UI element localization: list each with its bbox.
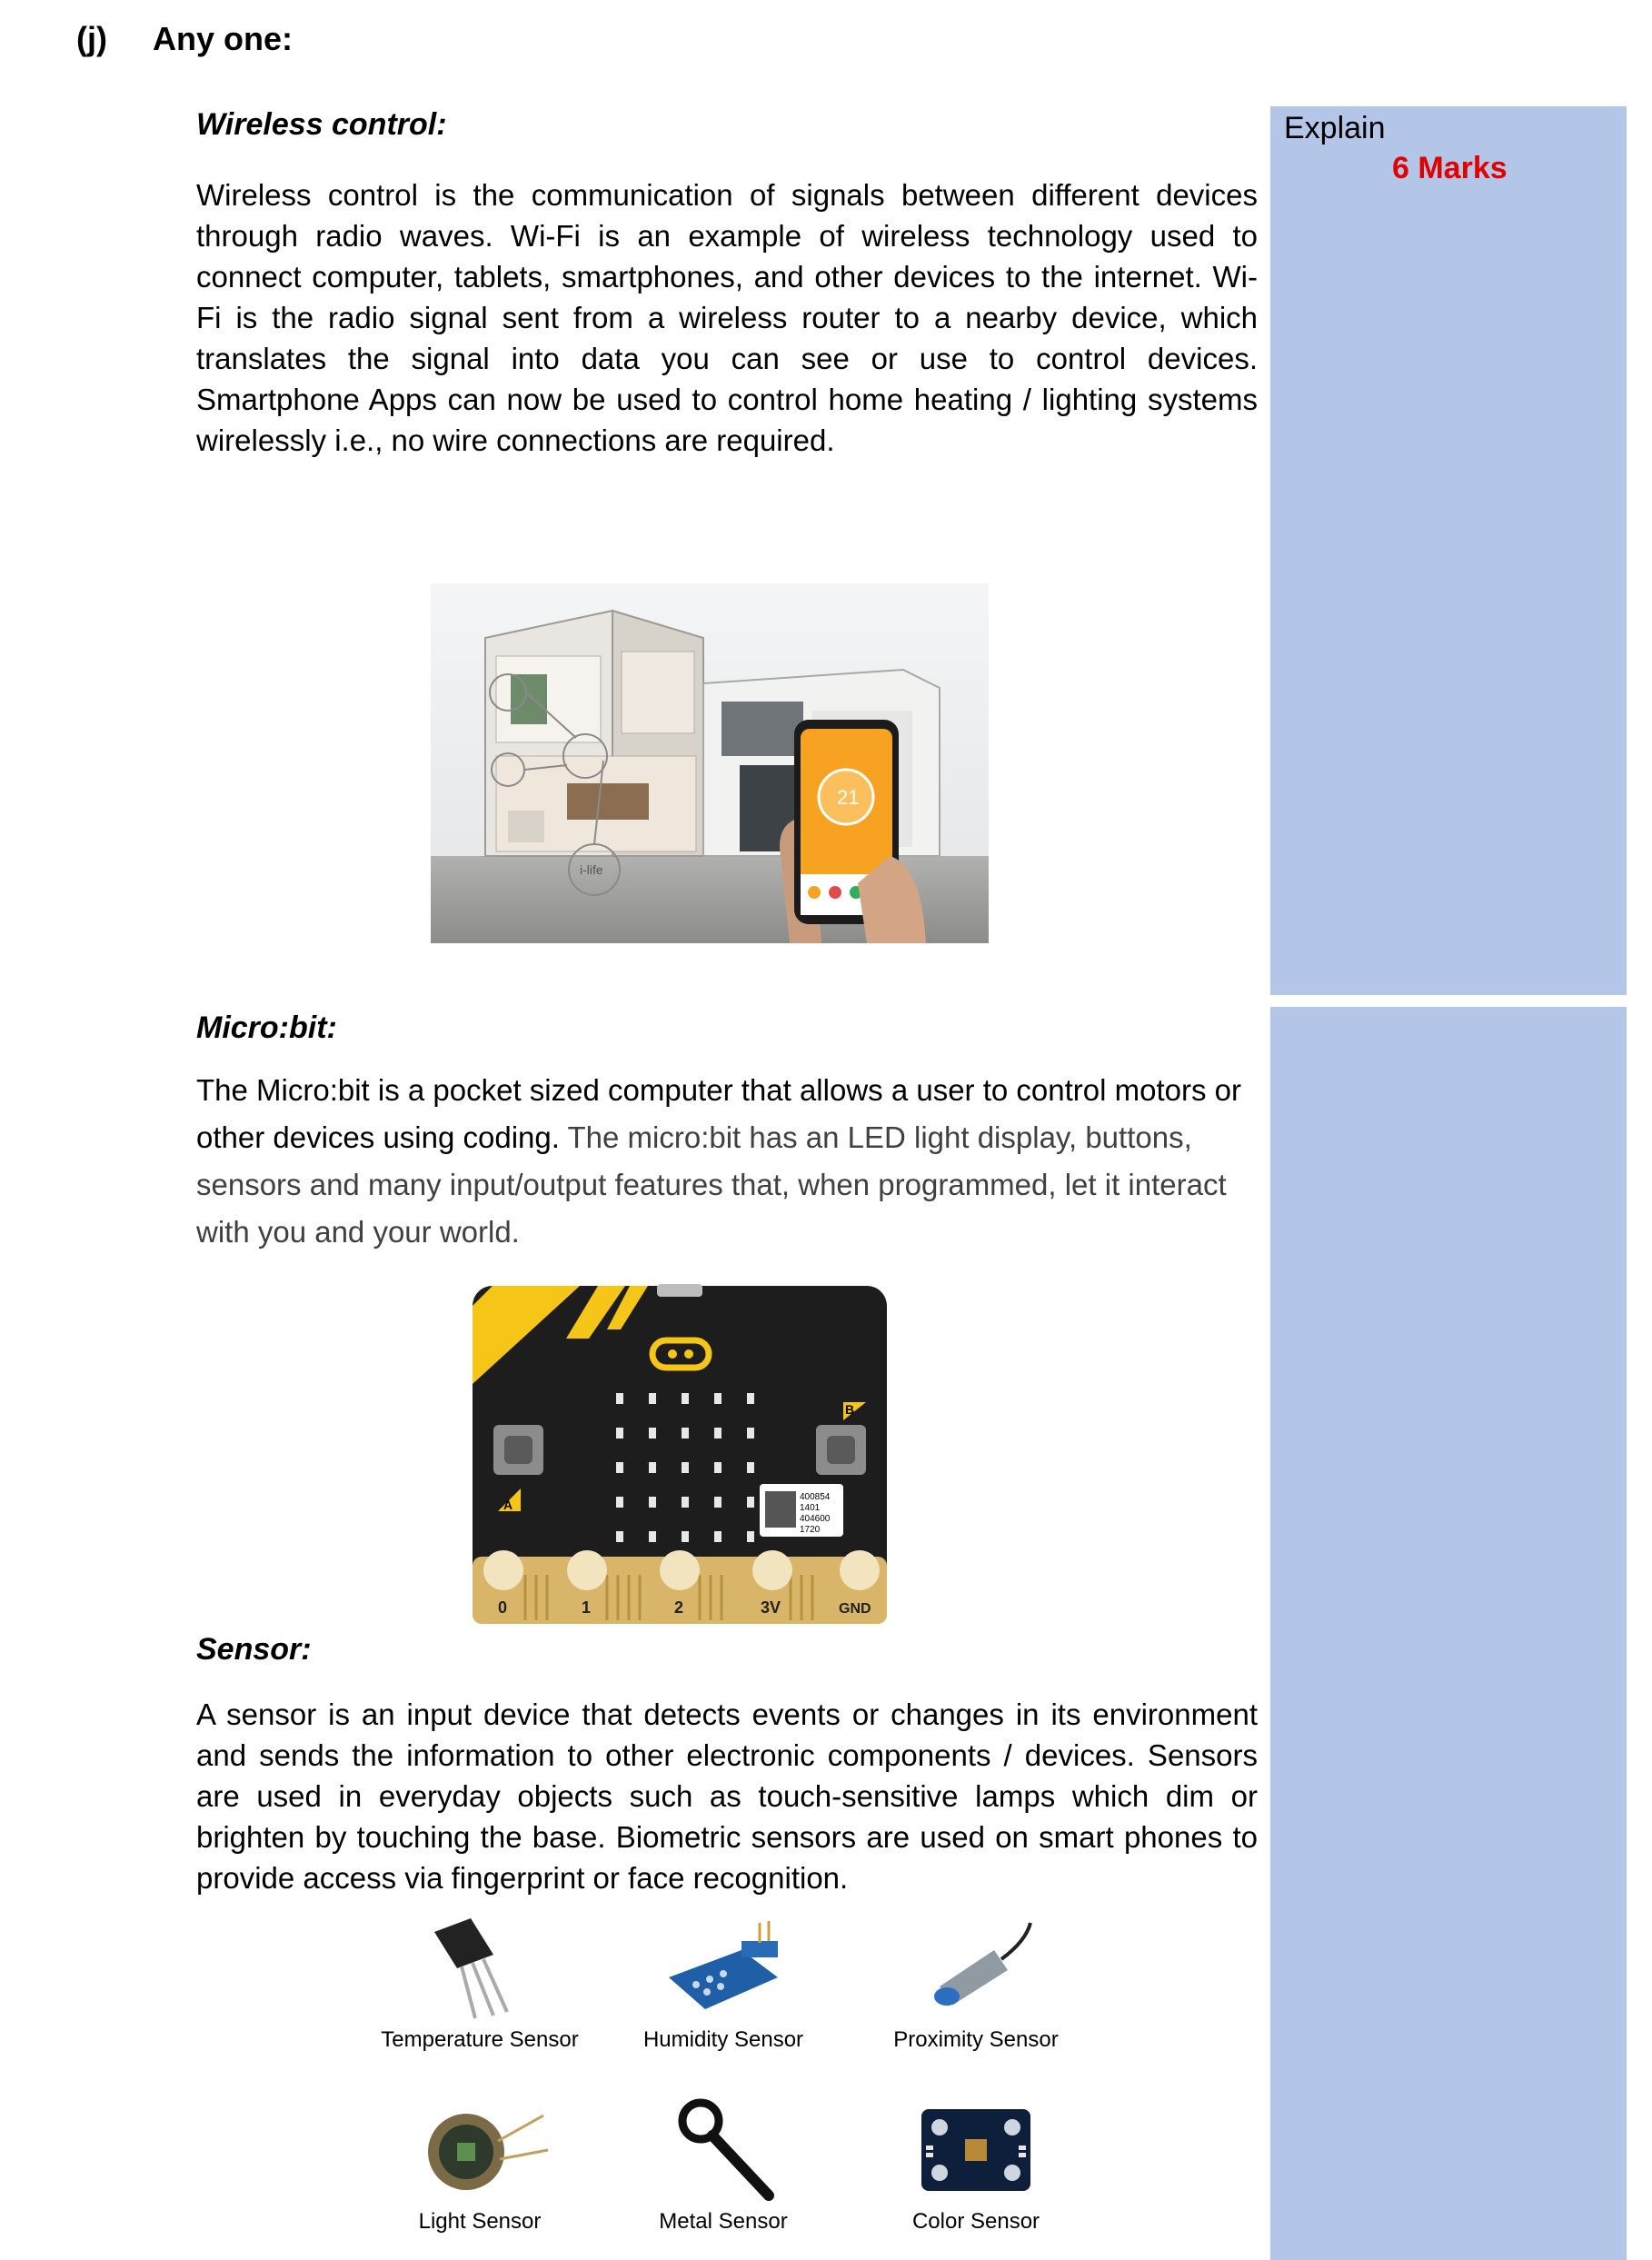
microbit-text-grey: The micro:bit has an LED light display, buttons, sensors and many input/output features that, when programmed, let it interact with you and your world. (196, 1120, 1227, 1249)
sensor-label: Temperature Sensor (381, 2027, 579, 2052)
temperature-sensor (362, 1914, 598, 2053)
phone-temperature: 21 (837, 786, 860, 809)
microbit-heading: Micro:bit: (196, 1011, 337, 1045)
pin-gnd-label: GND (839, 1601, 871, 1617)
proximity-sensor (858, 1914, 1094, 2053)
sensor-heading: Sensor: (196, 1632, 312, 1667)
pin-1-label: 1 (582, 1598, 592, 1617)
metal-sensor-icon (605, 2096, 841, 2205)
command-word: Explain (1284, 111, 1386, 145)
hub-label: i-life (580, 862, 603, 877)
humidity-sensor-icon (605, 1914, 841, 2023)
temperature-sensor-icon (362, 1914, 598, 2023)
light-sensor-icon (362, 2096, 598, 2205)
metal-sensor (605, 2096, 841, 2235)
humidity-sensor (605, 1914, 841, 2053)
sensor-label: Light Sensor (418, 2209, 542, 2234)
microbit-paragraph (196, 1067, 1258, 1256)
marks-label: 6 Marks (1392, 151, 1508, 185)
button-b-label: B (845, 1402, 855, 1417)
serial-line-3: 404600 (800, 1514, 831, 1524)
light-sensor (362, 2096, 598, 2235)
sensor-paragraph: A sensor is an input device that detects events or changes in its environment and sends the information to other electronic components / devices. Sensors are used in everyday objects such as touch-sensitive lamps which dim or brighten by touching the base. Biometric sensors are used on smart phones to provide access via fingerprint or face recognition. (196, 1697, 1258, 1895)
marks-sidebar-top (1270, 106, 1627, 995)
color-sensor (858, 2096, 1094, 2235)
pin-3v-label: 3V (761, 1598, 781, 1617)
serial-line-2: 1401 (800, 1503, 821, 1513)
wireless-heading: Wireless control: (196, 107, 447, 142)
button-a-label: A (503, 1498, 513, 1512)
sensor-label: Metal Sensor (659, 2209, 788, 2234)
serial-line-1: 400854 (800, 1492, 831, 1502)
pin-0-label: 0 (498, 1598, 508, 1617)
color-sensor-icon (858, 2096, 1094, 2205)
serial-line-4: 1720 (800, 1525, 821, 1535)
microbit-text-main: The Micro:bit is a pocket sized computer that allows a user to control motors or other devices using coding. (196, 1073, 1241, 1154)
smart-home-image (431, 583, 989, 943)
pin-2-label: 2 (674, 1598, 684, 1617)
microbit-image (471, 1284, 889, 1626)
sensor-label: Color Sensor (911, 2209, 1040, 2234)
wireless-paragraph: Wireless control is the communication of signals between different devices through radio waves. Wi-Fi is an example of wireless technology used to connect computer, tablets, smartphones, and other devices to the internet. Wi-Fi is the radio signal sent from a wireless router to a nearby device, which translates the signal into data you can see or use to control devices. Smartphone Apps can now be used to control home heating / lighting systems wirelessly i.e., no wire connections are required. (196, 178, 1258, 457)
proximity-sensor-icon (858, 1914, 1094, 2023)
sensor-label: Humidity Sensor (642, 2027, 804, 2052)
question-number: (j) (76, 20, 107, 57)
sensor-label: Proximity Sensor (893, 2027, 1059, 2052)
question-title: Any one: (153, 20, 294, 57)
marks-sidebar-bottom (1270, 1007, 1627, 2260)
